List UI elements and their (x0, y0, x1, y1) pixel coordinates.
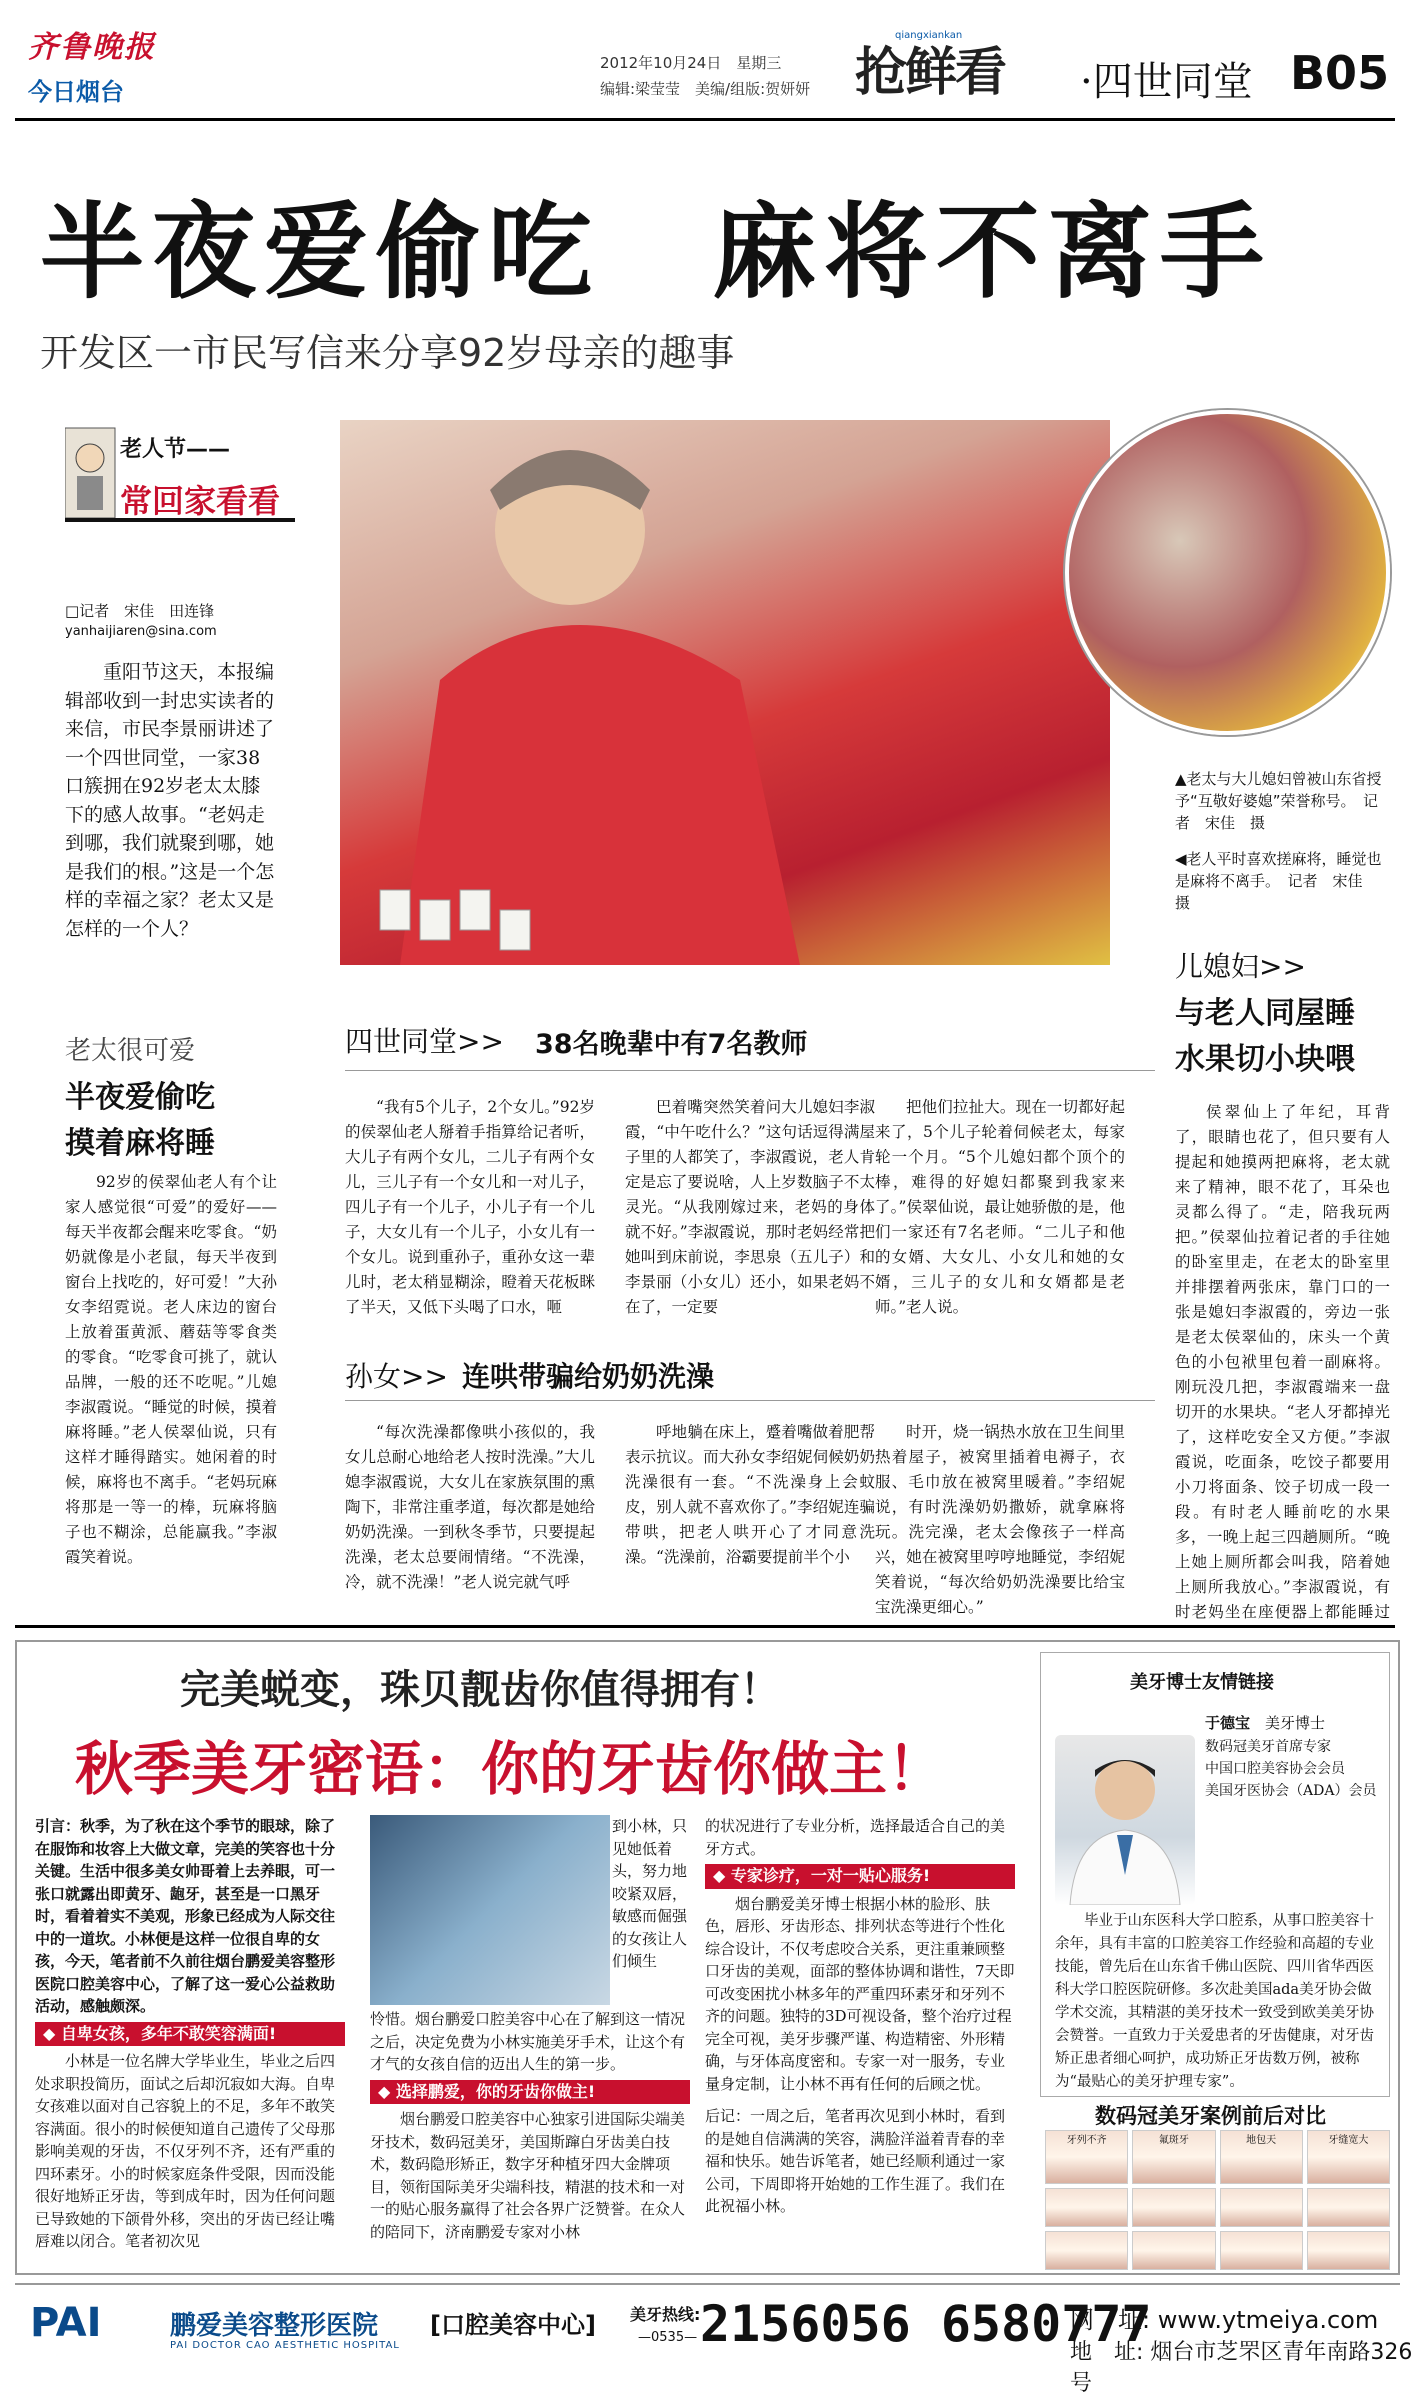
department: [口腔美容中心] (430, 2311, 596, 2339)
case-label: 牙列不齐 (1045, 2130, 1128, 2184)
section1-col2: 巴着嘴突然笑着问大儿媳妇李淑霞，“中午吃什么？”这句话逗得满屋子里的人都笑了，李淑霞说，老人肯定是忘了要说啥，人上岁数脑子不太灵光。“从我刚嫁过来，老妈的身体就不好。”李淑霞说，那时老妈经常把她叫到床前说，李思泉（五儿子）和李景丽（小女儿）还小，如果老妈不在了，一定要 (625, 1098, 875, 1316)
ad-story-2: 怜惜。烟台鹏爱口腔美容中心在了解到这一情况之后，决定免费为小林实施美牙手术，让这个有才气的女孩自信的迈出人生的第一步。 (370, 2010, 686, 2073)
header-rule (15, 118, 1395, 121)
hotline-area-code: —0535— (638, 2330, 698, 2345)
section1-head: 38名晚辈中有7名教师 (535, 1029, 808, 1060)
column-logo-line1: 老人节—— (120, 437, 231, 462)
hotline-label: 美牙热线: (630, 2305, 701, 2324)
doctor-name: 于德宝 美牙博士 (1205, 1714, 1326, 1732)
ad-column-1 (35, 1815, 345, 2253)
left-section-kicker: 老太很可爱 (65, 1036, 196, 1066)
ad-postscript: 后记：一周之后，笔者再次见到小林时，看到的是她自信满满的笑容，满脸洋溢着青春的幸福和快乐。她告诉笔者，她已经顺利通过一家公司，下周即将开始她的工作生涯了。我们在此祝福小林。 (705, 2107, 1006, 2215)
photo-caption-2: ◀老人平时喜欢搓麻将，睡觉也是麻将不离手。 记者 宋佳 摄 (1175, 850, 1382, 912)
ad-tag-3: ◆ 专家诊疗，一对一贴心服务! (705, 1864, 1015, 1889)
headline: 半夜爱偷吃 麻将不离手 (40, 191, 1273, 313)
case-after-image (1220, 2231, 1303, 2270)
left-section-body: 92岁的侯翠仙老人有个让家人感觉很“可爱”的爱好——每天半夜都会醒来吃零食。“奶奶就像是小老鼠，每天半夜到窗台上找吃的，好可爱！”大孙女李绍霓说。老人床边的窗台上放着蛋黄派、蘑菇等零食类的零食。“吃零食可挑了，就认品牌，一般的还不吃呢。”儿媳李淑霞说。“睡觉的时候，摸着麻将睡。”老人侯翠仙说，只有这样才睡得踏实。她闲着的时候，麻将也不离手。“老妈玩麻将那是一等一的棒，玩麻将脑子也不糊涂，总能赢我。”李淑霞笑着说。 (65, 1173, 277, 1566)
doctor-role: 美牙博士 (1265, 1714, 1326, 1732)
section2-col2: 呼地躺在床上，蹙着嘴做着肥帮表示抗议。而大孙女李绍妮伺候奶奶洗澡很有一套。“不洗澡身上会蚊皮，别人就不喜欢你了。”李绍妮连骗带哄，把老人哄开心了才同意洗澡。“洗澡前，浴霸要提前半个小 (625, 1423, 875, 1566)
doctor-box-title: 美牙博士友情链接 (1130, 1672, 1274, 1693)
masthead (28, 22, 168, 107)
case-label: 氟斑牙 (1132, 2130, 1215, 2184)
hospital-name: 鹏爱美容整形医院 (170, 2311, 379, 2341)
photo-illustration-icon (340, 420, 1110, 965)
mother-and-daughter-in-law-photo (1065, 410, 1390, 735)
section-brand: 抢鲜看 (855, 42, 1006, 103)
paper-name: 齐鲁晚报 (28, 30, 156, 65)
hotline-number[interactable]: 2156056 6580777 (700, 2295, 1152, 2353)
case-label: 牙缝宽大 (1307, 2130, 1390, 2184)
website[interactable]: 网 址: www.ytmeiya.com (1070, 2306, 1379, 2334)
ad-story-3: 烟台鹏爱口腔美容中心独家引进国际尖端美牙技术，数码冠美牙，美国斯蹿白牙齿美白技术，数码隐形矫正，数字牙种植牙四大金牌项目，领衔国际美牙尖端科技，精湛的技术和一对一的贴心服务赢得了社会各界广泛赞誉。在众人的陪同下，济南鹏爱专家对小林 (370, 2110, 686, 2241)
right-section-kicker: 儿媳妇>> (1175, 950, 1306, 983)
case-label: 地包天 (1220, 2130, 1303, 2184)
section1-col1: “我有5个儿子，2个女儿。”92岁的侯翠仙老人掰着手指算给记者听，大儿子有两个女儿，二儿子有两个女儿，三儿子有一个女儿和一对儿子，四儿子有一个儿子，小儿子有一个儿子，大女儿有一个儿子，小女儿有一个女儿。说到重孙子，重孙女这一辈儿时，老太稍显糊涂，瞪着天花板眯了半天，又低下头喝了口水，咂 (345, 1098, 595, 1316)
hospital-name-en: PAI DOCTOR CAO AESTHETIC HOSPITAL (170, 2340, 400, 2351)
elderly-woman-photo (340, 420, 1110, 965)
issue-date: 2012年10月24日 星期三 (600, 54, 782, 72)
doctor-credentials: 数码冠美牙首席专家 中国口腔美容协会会员 美国牙医协会（ADA）会员 (1205, 1739, 1377, 1799)
hospital-logo: PAI (30, 2300, 102, 2346)
dental-clinic-photo (370, 1815, 610, 2005)
byline-email[interactable]: yanhaijiaren@sina.com (65, 624, 217, 639)
left-section-head-1: 半夜爱偷吃 (65, 1080, 215, 1115)
section1-col3: 把他们拉扯大。现在一切都好起来了，5个儿子轮着伺候老太，每家轮一个月。“5个儿媳妇都个顶个的棒，难得的好媳妇都聚到我家来了。”侯翠仙说，最让她骄傲的是，他们一家还有7名老师。“二儿子和他的女婿、大女儿、小女儿和她的女婿，三儿子的女儿和女婿都是老师。”老人说。 (875, 1098, 1125, 1316)
case-before-image (1307, 2188, 1390, 2227)
section1-rule (345, 1070, 1155, 1071)
cases-title: 数码冠美牙案例前后对比 (1095, 2104, 1326, 2128)
cases-grid (1045, 2130, 1390, 2270)
article-intro: 重阳节这天，本报编辑部收到一封忠实读者的来信，市民李景丽讲述了一个四世同堂，一家38口簇拥在92岁老太太膝下的感人故事。“老妈走到哪，我们就聚到哪，她是我们的根。”这是一个怎样的幸福之家？老太又是怎样的一个人？ (65, 661, 275, 940)
ad-column-2 (370, 2008, 690, 2243)
ad-tagline: 完美蜕变，珠贝靓齿你值得拥有！ (180, 1666, 780, 1713)
section-name: ·四世同堂 (1080, 59, 1253, 105)
ad-intro: 引言：秋季，为了秋在这个季节的眼球，除了在服饰和妆容上大做文章，完美的笑容也十分关键。生活中很多美女帅哥着上去养眼，可一张口就露出即黄牙、龅牙，甚至是一口黑牙时，看着着实不美观，形象已经成为人际交往中的一道坎。小林便是这样一位很自卑的女孩，今天，笔者前不久前往烟台鹏爱美容整形医院口腔美容中心，了解了这一爱心公益救助活动，感触颇深。 (35, 1817, 336, 2015)
case-before-image (1220, 2188, 1303, 2227)
case-before-image (1045, 2188, 1128, 2227)
section2-kicker: 孙女>> (345, 1360, 448, 1393)
byline: □记者 宋佳 田连锋 (65, 602, 215, 620)
section2-col1: “每次洗澡都像哄小孩似的，我女儿总耐心地给老人按时洗澡。”大儿媳李淑霞说，大女儿在家族氛围的熏陶下，非常注重孝道，每次都是她给奶奶洗澡。一到秋冬季节，只要提起洗澡，老太总要闹情绪。“不洗澡，冷，就不洗澡！”老人说完就气呼 (345, 1423, 595, 1591)
editor-credits: 编辑:梁莹莹 美编/组版:贺妍妍 (600, 80, 811, 98)
ad-story-5: 烟台鹏爱美牙博士根据小林的脸形、肤色，唇形、牙齿形态、排列状态等进行个性化综合设计，不仅考虑咬合关系，更注重兼顾整口牙齿的美观，面部的整体协调和谐性，7天即可改变困扰小林多年的严重四环素牙和牙列不齐的问题。独特的3D可视设备，整个治疗过程完全可视，美牙步骤严谨、构造精密、外形精确，与牙体高度密和。专家一对一服务，专业量身定制，让小林不再有任何的后顾之忧。 (705, 1894, 1015, 2093)
right-section-head-2: 水果切小块喂 (1175, 1042, 1355, 1077)
right-section-head-1: 与老人同屋睡 (1175, 996, 1355, 1031)
ad-divider (15, 1625, 1395, 1628)
ad-tag-1: ◆ 自卑女孩，多年不敢笑容满面! (35, 2022, 345, 2047)
doctor-portrait (1055, 1735, 1195, 1905)
ad-tag-2: ◆ 选择鹏爱，你的牙齿你做主! (370, 2080, 690, 2105)
ad-story-2a: 到小林，只见她低着头，努力地咬紧双唇，敏感而倔强的女孩让人们倾生 (612, 1817, 688, 1970)
section2-col3: 时开，烧一锅热水放在卫生间里热着屋子，被窝里插着电褥子，衣服、毛巾放在被窝里暖着。”李绍妮说，有时洗澡奶奶撒娇，就拿麻将玩。洗完澡，老太会像孩子一样高兴，她在被窝里哼哼地睡觉，李绍妮笑着说，“每次给奶奶洗澡要比给宝宝洗澡更细心。” (875, 1423, 1125, 1616)
doctor-bio: 毕业于山东医科大学口腔系，从事口腔美容十余年，具有丰富的口腔美容工作经验和高超的专业技能，曾先后在山东省千佛山医院、四川省华西医科大学口腔医院研修。多次赴美国ada美牙协会做学术交流，其精湛的美牙技术一致受到欧美美牙协会赞誉。一直致力于关爱患者的牙齿健康，对牙齿矫正患者细心呵护，成功矫正牙齿数万例，被称为“最贴心的美牙护理专家”。 (1055, 1913, 1374, 2090)
photo-caption-1: ▲老太与大儿媳妇曾被山东省授予“互敬好婆媳”荣誉称号。 记者 宋佳 摄 (1175, 770, 1382, 832)
subheadline: 开发区一市民写信来分享92岁母亲的趣事 (40, 331, 735, 375)
left-section-head-2: 摸着麻将睡 (65, 1126, 215, 1161)
page-number: B05 (1290, 46, 1390, 100)
section1-kicker: 四世同堂>> (345, 1025, 504, 1058)
section2-head: 连哄带骗给奶奶洗澡 (462, 1360, 715, 1393)
section-brand-pinyin: qiangxiankan (895, 30, 963, 41)
case-after-image (1045, 2231, 1128, 2270)
edition-name: 今日烟台 (28, 78, 124, 106)
case-before-image (1132, 2188, 1215, 2227)
column-logo-line2: 常回家看看 (120, 482, 281, 520)
doctor-portrait-icon (1055, 1735, 1195, 1905)
section2-rule (345, 1400, 1155, 1401)
ad-column-3 (705, 1815, 1015, 2218)
case-after-image (1132, 2231, 1215, 2270)
ad-story-4: 的状况进行了专业分析，选择最适合自己的美牙方式。 (705, 1817, 1006, 1858)
ad-headline: 秋季美牙密语：你的牙齿你做主！ (75, 1735, 946, 1803)
address: 地 址: 烟台市芝罘区青年南路326号 (1070, 2340, 1413, 2396)
right-section-body: 侯翠仙上了年纪，耳背了，眼睛也花了，但只要有人提起和她摸两把麻将，老太就来了精神，眼不花了，耳朵也灵都么得了。“走，陪我玩两把。”侯翠仙拉着记者的手往她的卧室里走，在老太的卧室里并排摆着两张床，靠门口的一张是媳妇李淑霞的，旁边一张是老太侯翠仙的，床头一个黄色的小包袱里包着一副麻将。刚玩没几把，李淑霞端来一盘切开的水果块。“老人牙都掉光了，这样吃安全又方便。”李淑霞说，吃面条，吃饺子都要用小刀将面条、饺子切成一段一段。有时老人睡前吃的水果多，一晚上起三四趟厕所。“晚上她上厕所都会叫我，陪着她上厕所我放心。”李淑霞说，有时老妈坐在座便器上都能睡过 (1175, 1103, 1390, 1620)
ad-story-1: 小林是一位名牌大学毕业生，毕业之后四处求职投简历，面试之后却沉寂如大海。自卑女孩难以面对自己容貌上的不足，多年不敢笑容满面。很小的时候便知道自己遗传了父母那影响美观的牙齿，不仅牙列不齐，还有严重的四环素牙。小的时候家庭条件受限，因而没能很好地矫正牙齿，等到成年时，因为任何问题已导致她的下颌骨外移，突出的牙齿已经让嘴唇难以闭合。笔者初次见 (35, 2052, 336, 2250)
case-after-image (1307, 2231, 1390, 2270)
